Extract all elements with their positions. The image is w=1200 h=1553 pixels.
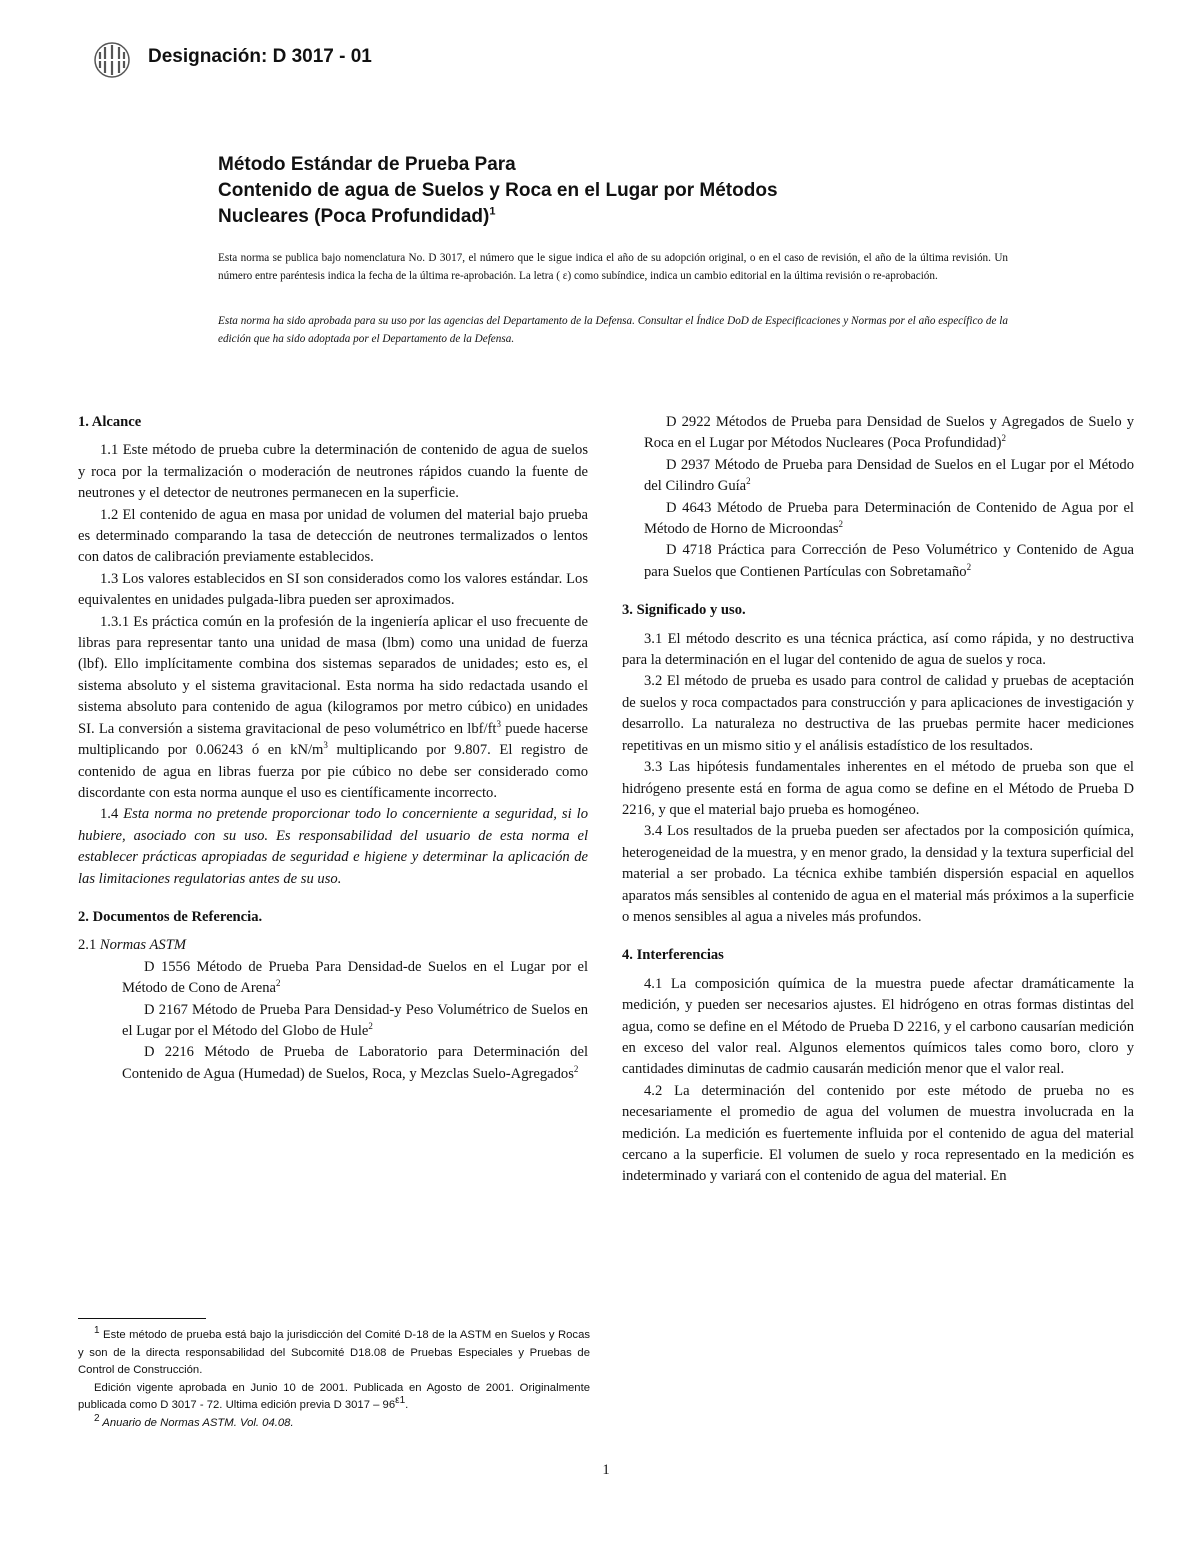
- left-column: [78, 412, 588, 1085]
- footnote-1: $^1$ Este método de prueba está bajo la jurisdicción del Comité D-18 de la ASTM en Suelos y Rocas y son de la directa responsabilidad del Subcomité D18.08 de Pruebas Especiales y Pruebas de Control de Construcción.: [78, 1325, 590, 1376]
- ref-d4718: D 4718 Práctica para Corrección de Peso Volumétrico y Contenido de Agua para Suelos que Contienen Partículas con Sobretamaño$^2$: [644, 542, 1134, 580]
- paragraph-3-4: 3.4 Los resultados de la prueba pueden ser afectados por la composición química, heterogeneidad de la muestra, y en menor grado, la densidad y la textura superficial del material a ser probado. La técnica exhibe también dispersión espacial en aquellos aparatos más sensibles al contenido de agua en el material más próximos a la superficie o menos sensibles al agua a niveles más profundos.: [622, 823, 1134, 925]
- footnotes: [78, 1327, 590, 1432]
- paragraph-1-3-1: 1.3.1 Es práctica común en la profesión de la ingeniería aplicar el uso frecuente de libras para representar tanto una unidad de masa (lbm) como una unidad de fuerza (lbf). Ello implícitamente combina dos sistemas separados de unidades; esto es, el sistema absoluto y el sistema gravitacional. Esta norma ha sido redactada usando el sistema absoluto para contenido de agua (kilogramos por metro cúbico) en unidades SI. La conversión a sistema gravitacional de peso volumétrico en lbf/$ft^3$ puede hacerse multiplicando por 0.06243 ó en $kN/m^3$ multiplicando por 9.807. El registro de contenido de agua en libras fuerza por pie cúbico no debe ser considerado como discordante con esta norma aunque el uso es científicamente incorrecto.: [78, 613, 588, 801]
- astm-logo: [92, 40, 132, 80]
- title-line-3: Nucleares (Poca Profundidad)$^1$: [218, 205, 496, 227]
- paragraph-1-3: 1.3 Los valores establecidos en SI son considerados como los valores estándar. Los equivalentes en unidades pulgada-libra pueden ser aproximados.: [78, 570, 588, 609]
- title-line-2: Contenido de agua de Suelos y Roca en el Lugar por Métodos: [218, 180, 778, 201]
- paragraph-4-2: 4.2 La determinación del contenido por este método de prueba no es necesariamente el promedio de agua del volumen de muestra involucrada en la medición. La medición es fuertemente influida por el contenido de agua del material cercano a la superficie. El volumen de suelo y roca representado en la medición es indeterminado y variará con el contenido de agua del material. En: [622, 1082, 1134, 1185]
- paragraph-3-3: 3.3 Las hipótesis fundamentales inherentes en el método de prueba son que el hidrógeno presente está en forma de agua como se define en el Método de Prueba D 2216, y que el material bajo prueba es homogéneo.: [622, 759, 1134, 818]
- section-heading-significance: 3. Significado y uso.: [622, 602, 746, 619]
- right-column: [622, 412, 1134, 1188]
- ref-d2216: D 2216 Método de Prueba de Laboratorio para Determinación del Contenido de Agua (Humedad) de Suelos, Roca, y Mezclas Suelo-Agregados$^2$: [122, 1044, 588, 1082]
- designation: Designación: D 3017 - 01: [148, 46, 372, 67]
- paragraph-1-4: 1.4 Esta norma no pretende proporcionar todo lo concerniente a seguridad, si lo hubiere, asociado con su uso. Es responsabilidad del usuario de esta norma el establecer prácticas apropiadas de seguridad e higiene y determinar la aplicación de las limitaciones regulatorias antes de su uso.: [78, 806, 588, 887]
- paragraph-3-1: 3.1 El método descrito es una técnica práctica, así como rápida, y no destructiva para la determinación en el lugar del contenido de agua de suelos y roca.: [622, 630, 1134, 669]
- ref-d4643: D 4643 Método de Prueba para Determinación de Contenido de Agua por el Método de Horno de Microondas$^2$: [644, 499, 1134, 538]
- footnote-divider: [78, 1318, 206, 1319]
- publication-note: Esta norma se publica bajo nomenclatura No. D 3017, el número que le sigue indica el año de su adopción original, o en el caso de revisión, el año de la última revisión. Un número entre paréntesis indica la fecha de la última re-aprobación. La letra ( ε) como subíndice, indica un cambio editorial en la última revisión o re-aprobación.: [218, 252, 1008, 282]
- footnote-1-edition: Edición vigente aprobada en Junio 10 de 2001. Publicada en Agosto de 2001. Originalmente publicada como D 3017 - 72. Ultima edición previa D $3017 - 96^{\varepsilon 1}$.: [78, 1381, 590, 1411]
- section-heading-references: 2. Documentos de Referencia.: [78, 908, 263, 925]
- ref-d2167: D 2167 Método de Prueba Para Densidad-y Peso Volumétrico de Suelos en el Lugar por el Método del Globo de Hule$^2$: [122, 1001, 588, 1039]
- paragraph-3-2: 3.2 El método de prueba es usado para control de calidad y pruebas de aceptación de suelos y roca compactados para construcción y para aplicaciones de investigación y desarrollo. La naturaleza no destructiva de las pruebas permite hacer mediciones repetitivas en un mismo sitio y el análisis estadístico de los resultados.: [622, 673, 1134, 754]
- title-line-1: Método Estándar de Prueba Para: [218, 154, 516, 175]
- footnote-ref: 1: [489, 205, 496, 218]
- dod-note: Esta norma ha sido aprobada para su uso por las agencias del Departamento de la Defensa. Consultar el Índice DoD de Especificaciones y Normas por el año específico de la edición que ha sido adoptada por el Departamento de la Defensa.: [218, 315, 1008, 345]
- page-number: 1: [602, 1462, 610, 1478]
- ref-d1556: D 1556 Método de Prueba Para Densidad-de Suelos en el Lugar por el Método de Cono de Arena$^2$: [122, 958, 588, 997]
- paragraph-1-2: 1.2 El contenido de agua en masa por unidad de volumen del material bajo prueba es determinado comparando la tasa de detección de neutrones termalizados o lentos con datos de calibración previamente establecidos.: [78, 506, 588, 566]
- paragraph-1-1: 1.1 Este método de prueba cubre la determinación de contenido de agua de suelos y roca por la termalización o moderación de neutrones rápidos cuando la fuente de neutrones y el detector de neutrones permanecen en la superficie.: [78, 442, 588, 502]
- ref-d2937: D 2937 Método de Prueba para Densidad de Suelos en el Lugar por el Método del Cilindro Guía$^2$: [644, 456, 1134, 495]
- paragraph-4-1: 4.1 La composición química de la muestra puede afectar dramáticamente la medición, y pueden ser necesarios ajustes. El hidrógeno en otras formas distintas del agua, como se define en el Método de Prueba D 2216, y el carbono causarían medición en exceso del valor real. Algunos elementos químicos tales como boro, cloro y cantidades diminutas de cadmio causarán medición menor que el valor real.: [622, 975, 1134, 1078]
- document-title: [218, 152, 1018, 230]
- section-heading-interferences: 4. Interferencias: [622, 947, 724, 964]
- footnote-2: $^2$ Anuario de Normas ASTM. Vol. 04.08.: [94, 1412, 294, 1429]
- ref-d2922: D 2922 Métodos de Prueba para Densidad de Suelos y Agregados de Suelo y Roca en el Lugar por Métodos Nucleares (Poca Profundidad)$^2$: [644, 414, 1134, 452]
- section-heading-scope: 1. Alcance: [78, 414, 142, 430]
- astm-standards-label: 2.1 Normas ASTM: [78, 937, 186, 954]
